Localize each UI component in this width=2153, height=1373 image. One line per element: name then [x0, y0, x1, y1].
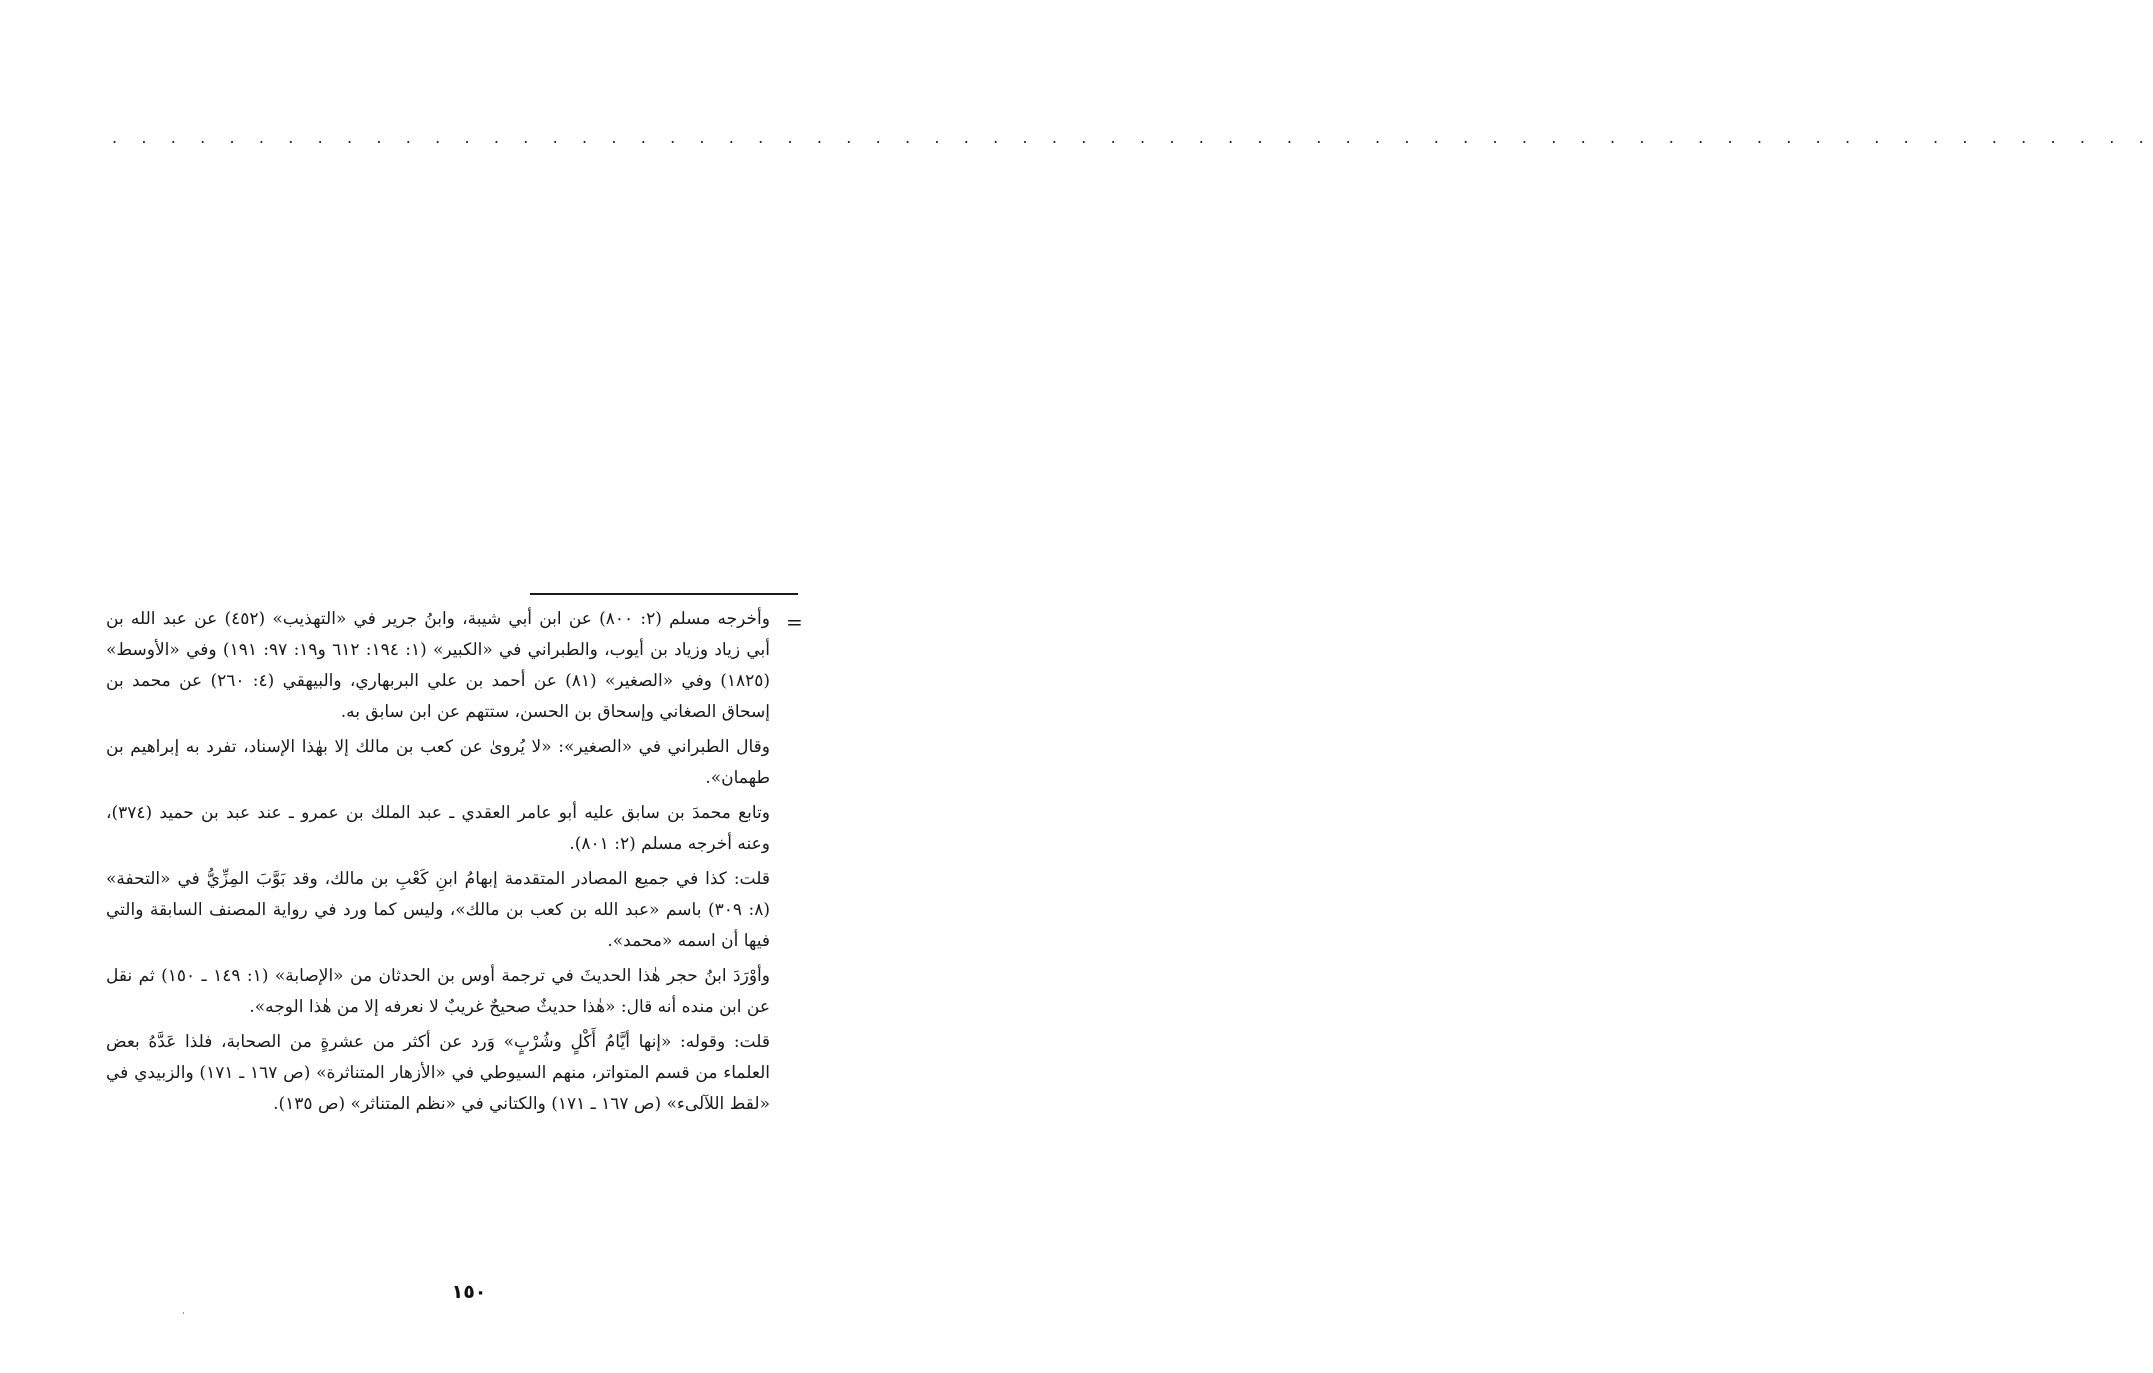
footnote-paragraph-1: وأخرجه مسلم (٢: ٨٠٠) عن ابن أبي شيبة، وابنُ جرير في «التهذيب» (٤٥٢) عن عبد الله بن أبي زياد وزياد بن أيوب، والطبراني في «الكبير» (١: ١٩٤: ٦١٢ و١٩: ٩٧: ١٩١) وفي «الأوسط» (١٨٢٥) وفي «الصغير» (٨١) عن أحمد بن علي البربهاري، والبيهقي (٤: ٢٦٠) عن محمد بن إسحاق الصغاني وإسحاق بن الحسن، ستتهم عن ابن سابق به.	[106, 609, 770, 722]
page-number: ١٥٠	[451, 1281, 487, 1303]
continuation-mark: =	[786, 610, 803, 634]
footnote-paragraph-2: وقال الطبراني في «الصغير»: «لا يُروىٰ عن كعب بن مالك إلا بهٰذا الإسناد، تفرد به إبراهيم بن طهمان».	[106, 737, 770, 788]
footnote-paragraph-6: قلت: وقوله: «إنها أيَّامُ أَكْلٍ وشُرْبٍ» وَرد عن أكثر من عشرةٍ من الصحابة، فلذا عَدَّهُ بعض العلماء من قسم المتواتر، منهم السيوطي في «الأزهار المتناثرة» (ص ١٦٧ ـ ١٧١) والزبيدي في «لقط اللآلىء» (ص ١٦٧ ـ ١٧١) والكتاني في «نظم المتناثر» (ص ١٣٥).	[106, 1032, 770, 1114]
footnote-rule	[530, 593, 798, 595]
scan-speck	[183, 1312, 184, 1314]
footnote-paragraph-3: وتابع محمدَ بن سابق عليه أبو عامر العقدي ـ عبد الملك بن عمرو ـ عند عبد بن حميد (٣٧٤)، وعنه أخرجه مسلم (٢: ٨٠١).	[106, 803, 770, 854]
footnote-block	[106, 604, 770, 1124]
dotted-separator: . . . . . . . . . . . . . . . . . . . . . . . . . . . . . . . . . . . . . . . . . . . . . . . . . . . . . . . . . . . . . . . . . . . . . .	[112, 128, 2153, 147]
footnote-paragraph-4: قلت: كذا في جميع المصادر المتقدمة إبهامُ ابنِ كَعْبِ بن مالك، وقد بَوَّبَ المِزِّيُّ في «التحفة» (٨: ٣٠٩) باسم «عبد الله بن كعب بن مالك»، وليس كما ورد في رواية المصنف السابقة والتي فيها أن اسمه «محمد».	[106, 869, 770, 951]
footnote-paragraph-5: وأوْرَدَ ابنُ حجر هٰذا الحديثَ في ترجمة أوس بن الحدثان من «الإصابة» (١: ١٤٩ ـ ١٥٠) ثم نقل عن ابن منده أنه قال: «هٰذا حديثٌ صحيحٌ غريبٌ لا نعرفه إلا من هٰذا الوجه».	[106, 966, 770, 1017]
